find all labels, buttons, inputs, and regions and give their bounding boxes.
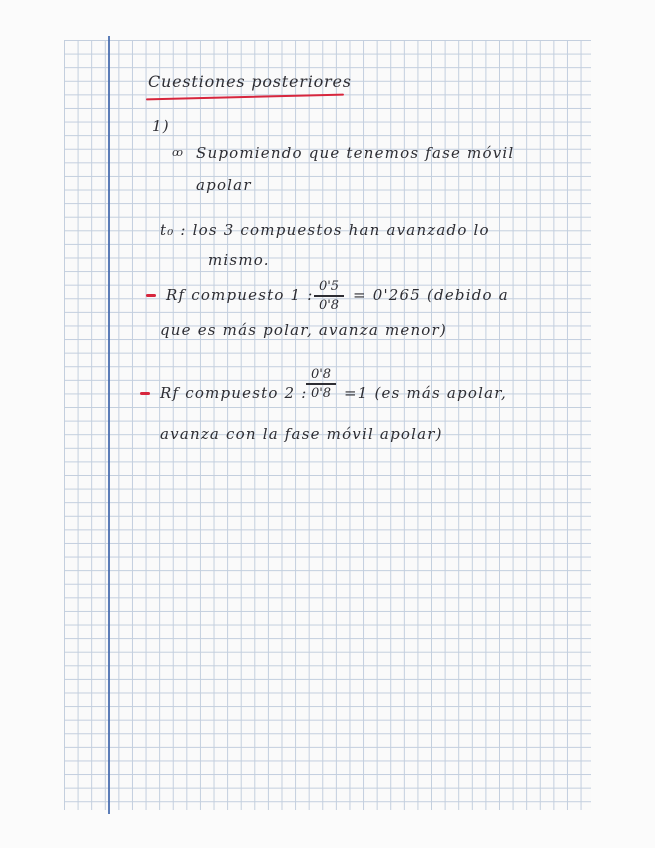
rf1-explanation: que es más polar, avanza menor) [160, 321, 447, 339]
rf2-numerator: 0'8 [310, 367, 332, 382]
rf1-numerator: 0'5 [318, 279, 340, 294]
rf1-label: Rf compuesto 1 : [166, 286, 314, 304]
rf2-result: =1 (es más apolar, [344, 384, 507, 402]
red-dash-1 [146, 294, 156, 297]
text-line-4: mismo. [208, 251, 270, 269]
scribble-mark: ꝏ [172, 146, 185, 159]
margin-line [108, 36, 110, 814]
rf1-denominator: 0'8 [318, 297, 340, 313]
rf2-denominator: 0'8 [310, 385, 332, 401]
rf2-label: Rf compuesto 2 : [160, 384, 308, 402]
rf2-fraction [306, 367, 336, 401]
text-line-3: t₀ : los 3 compuestos han avanzado lo [160, 221, 490, 239]
rf1-result: = 0'265 (debido a [353, 286, 509, 304]
text-line-2: apolar [196, 176, 252, 194]
rf2-explanation: avanza con la fase móvil apolar) [160, 425, 443, 443]
fraction-bar [306, 383, 336, 385]
rf1-fraction [314, 279, 344, 313]
fraction-bar [314, 295, 344, 297]
page-title: Cuestiones posteriores [148, 72, 352, 91]
text-line-1: Supomiendo que tenemos fase móvil [196, 144, 515, 162]
question-number: 1) [152, 117, 170, 135]
red-dash-2 [140, 392, 150, 395]
